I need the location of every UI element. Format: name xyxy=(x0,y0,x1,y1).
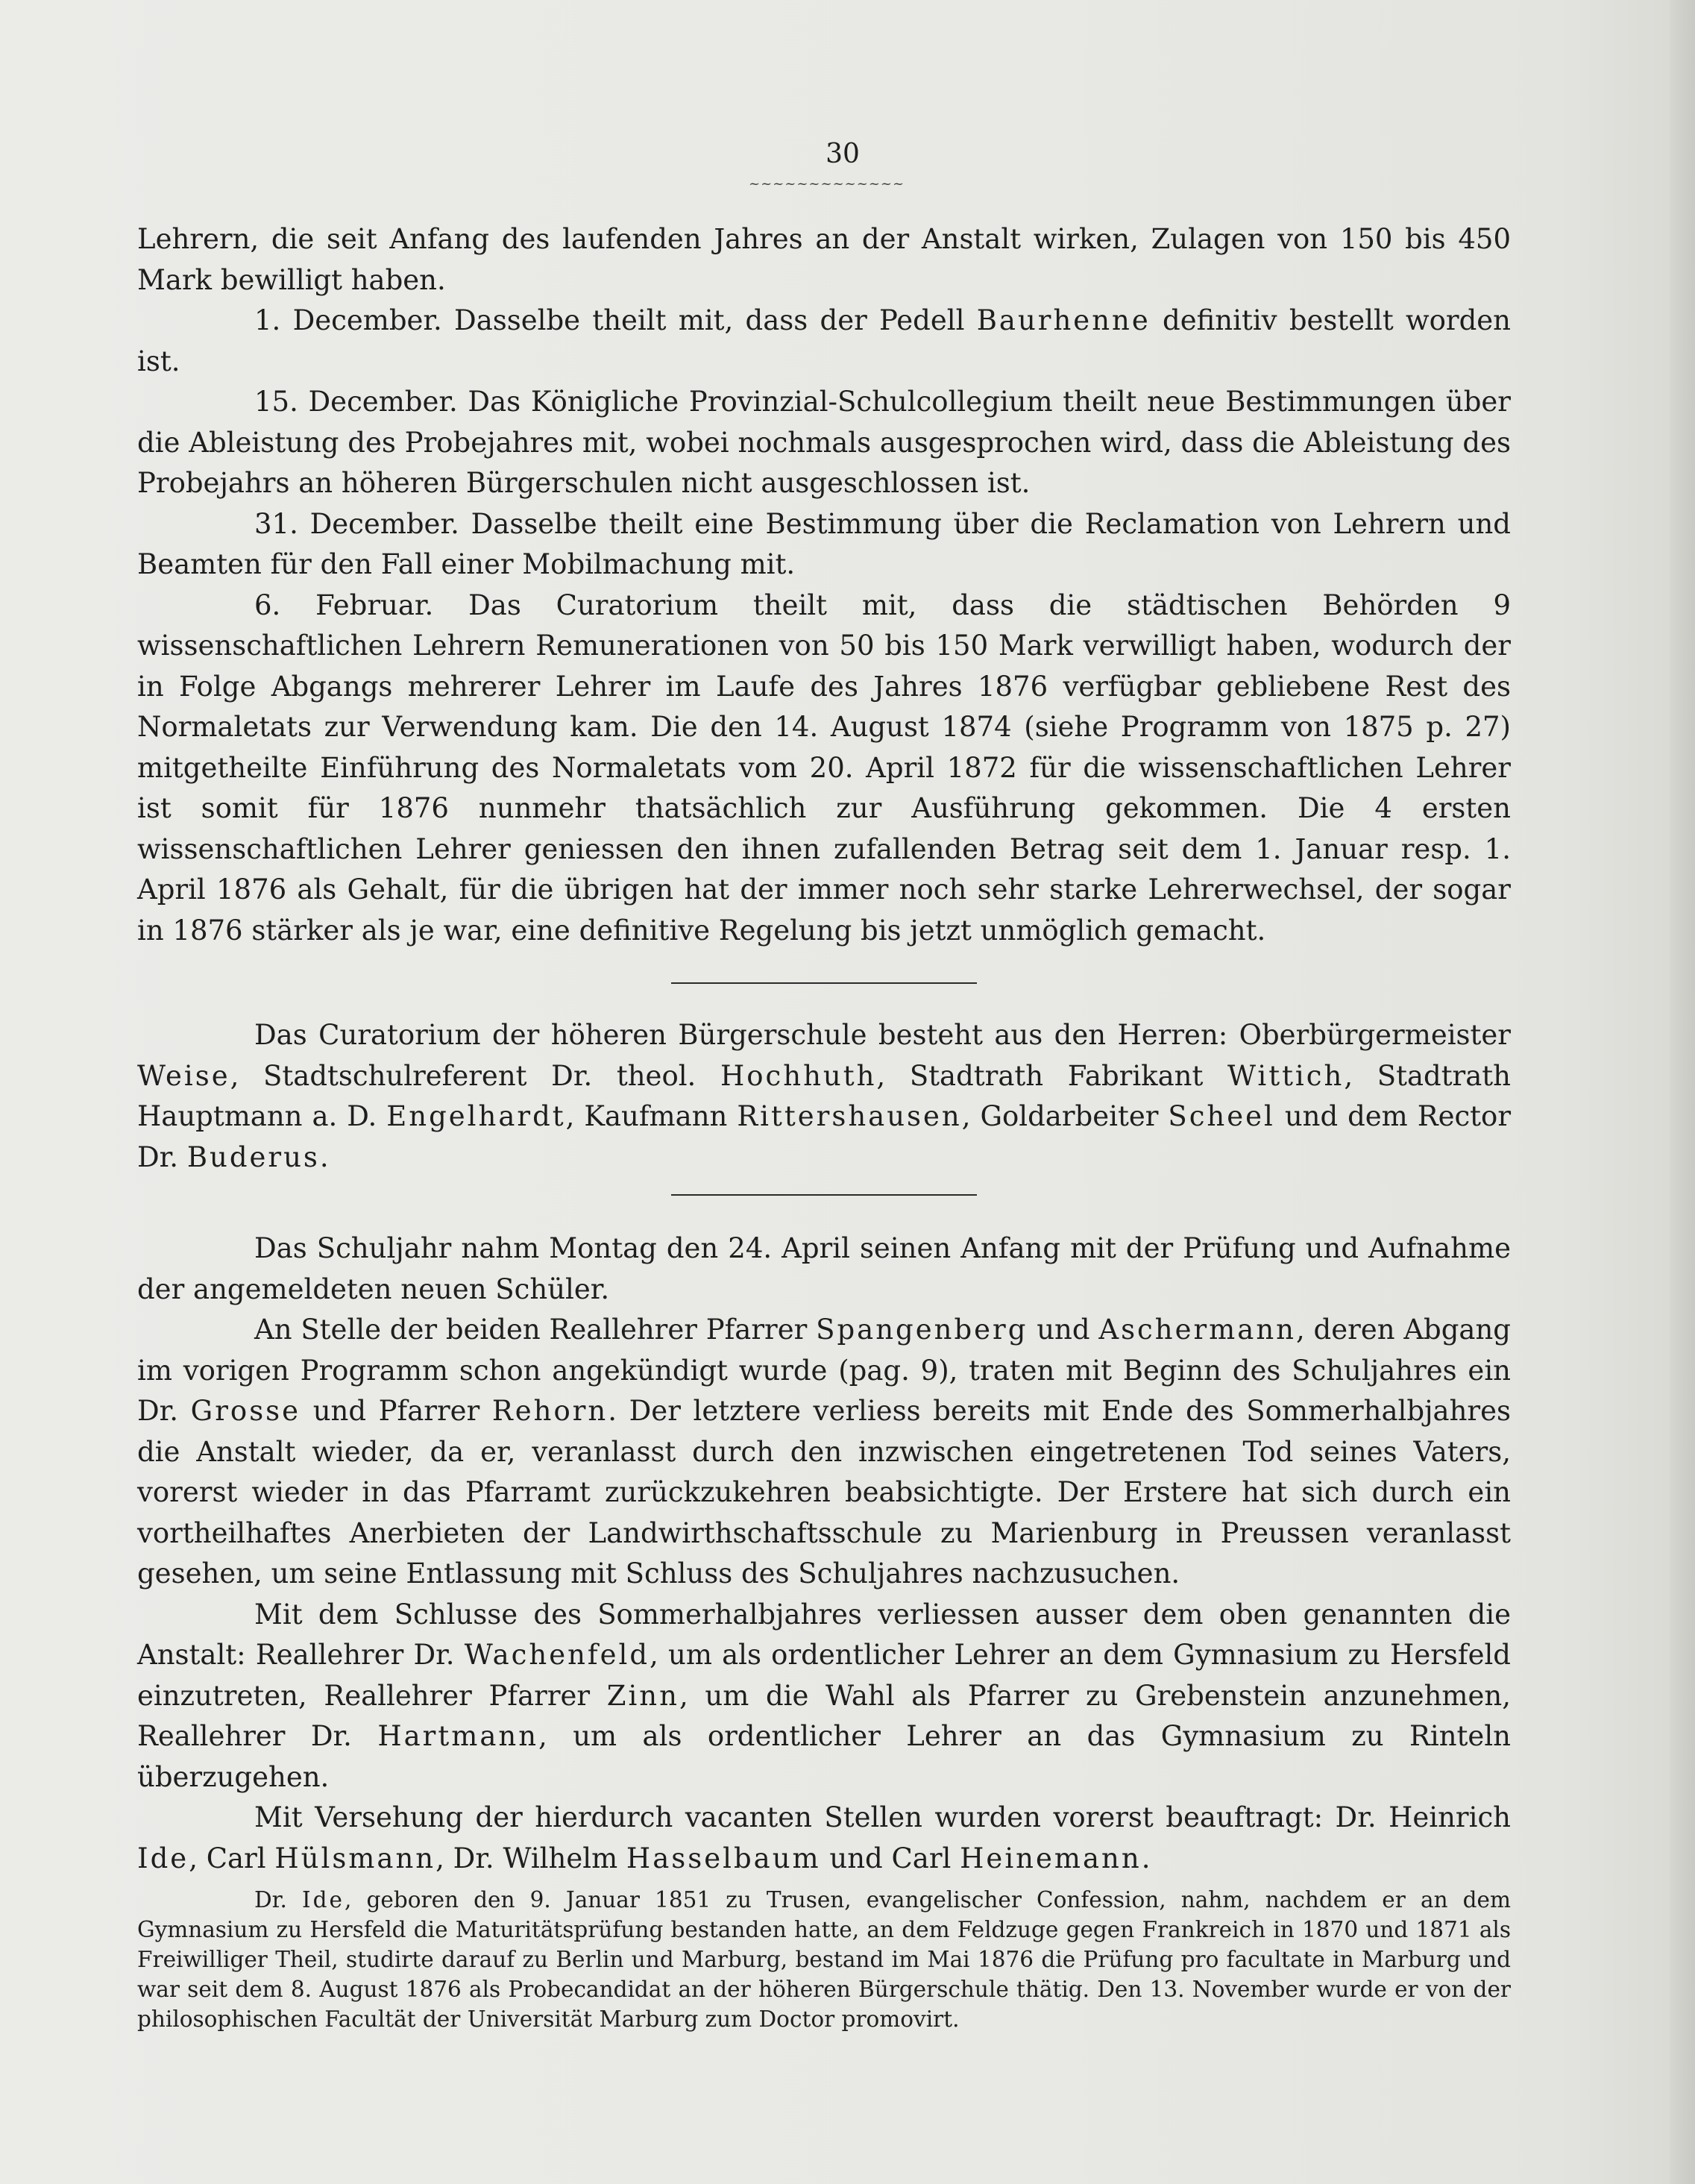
page-number: 30 xyxy=(826,139,860,169)
footnote-ide xyxy=(137,1885,1511,2034)
text-segment: und Pfarrer xyxy=(301,1395,492,1427)
text-segment: , um als ordentlicher Lehrer an das Gymnasium zu Rinteln überzugehen. xyxy=(137,1720,1511,1793)
text-segment: Dr. xyxy=(254,1887,303,1912)
person-name: Rehorn xyxy=(491,1395,608,1427)
person-name: Hülsmann xyxy=(274,1842,436,1874)
text-segment: , Kaufmann xyxy=(565,1100,738,1132)
person-name: Hasselbaum xyxy=(626,1842,821,1874)
text-segment: An Stelle der beiden Reallehrer Pfarrer xyxy=(254,1314,817,1346)
person-name: Hartmann xyxy=(377,1720,539,1752)
page-number-ornament: ~~~~~~~~~~~~~ xyxy=(749,176,905,192)
person-name: Heinemann xyxy=(960,1842,1142,1874)
text-segment: , Stadtrath Hauptmann a. D. xyxy=(137,1059,1512,1132)
paragraph-versehung xyxy=(137,1798,1511,1879)
section-divider xyxy=(671,982,977,984)
paragraph-curatorium xyxy=(137,1015,1511,1178)
section-divider xyxy=(671,1194,977,1196)
text-segment: Das Curatorium der höheren Bürgerschule besteht aus den Herren: Oberbürgermeister xyxy=(254,1019,1511,1051)
text-segment: , Stadtrath Fabrikant xyxy=(876,1059,1227,1092)
person-name: Buderus xyxy=(186,1140,320,1173)
text-segment: , um die Wahl als Pfarrer zu Grebenstein anzunehmen, Reallehrer Dr. xyxy=(137,1679,1511,1752)
text-segment: , Stadtschulreferent Dr. theol. xyxy=(230,1059,720,1092)
person-name: Hochhuth xyxy=(720,1059,877,1092)
paragraph-sommerhalbjahr xyxy=(137,1595,1511,1798)
text-segment: , um als ordentlicher Lehrer an dem Gymnasium zu Hersfeld einzutreten, Reallehrer Pfarrer xyxy=(137,1639,1511,1712)
text-segment: und dem Rector Dr. xyxy=(137,1100,1512,1173)
paragraph-december-31: 31. December. Dasselbe theilt eine Bestimmung über die Reclamation von Lehrern und Beamten für den Fall einer Mobilmachung mit. xyxy=(137,507,1511,580)
person-name: Grosse xyxy=(190,1395,301,1427)
text-segment: . xyxy=(319,1140,329,1173)
person-name: Wachenfeld xyxy=(464,1639,650,1671)
person-name: Ide xyxy=(137,1842,189,1874)
person-name: Spangenberg xyxy=(816,1314,1028,1346)
person-name: Aschermann xyxy=(1098,1314,1296,1346)
text-segment: , geboren den 9. Januar 1851 zu Trusen, evangelischer Confession, nahm, nachdem er an dem Gymnasium zu Hersfeld die Maturitätsprüfung bestanden hatte, an dem Feldzuge gegen Frankreich in 1870 und 1871 als Freiwilliger Theil, studirte darauf zu Berlin und Marburg, bestand im Mai 1876 die Prüfung pro facultate in Marburg und war seit dem 8. August 1876 als Probecandidat an der höheren Bürgerschule thätig. Den 13. November wurde er von der philosophischen Facultät der Universität Marburg zum Doctor promovirt. xyxy=(137,1887,1511,2032)
paragraph-december-15: 15. December. Das Königliche Provinzial-Schulcollegium theilt neue Bestimmungen über die Ableistung des Probejahres mit, wobei nochmals ausgesprochen wird, dass die Ableistung des Probejahrs an höheren Bürgerschulen nicht ausgeschlossen ist. xyxy=(137,386,1511,499)
person-name: Baurhenne xyxy=(976,304,1151,336)
paragraph-februar-6: 6. Februar. Das Curatorium theilt mit, dass die städtischen Behörden 9 wissenschaftlichen Lehrern Remunerationen von 50 bis 150 Mark verwilligt haben, wodurch der in Folge Abgangs mehrerer Lehrer im Laufe des Jahres 1876 verfügbar gebliebene Rest des Normaletats zur Verwendung kam. Die den 14. August 1874 (siehe Programm von 1875 p. 27) mitgetheilte Einführung des Normaletats vom 20. April 1872 für die wissenschaftlichen Lehrer ist somit für 1876 nunmehr thatsächlich zur Ausführung gekommen. Die 4 ersten wissenschaftlichen Lehrer geniessen den ihnen zufallenden Betrag seit dem 1. Januar resp. 1. April 1876 als Gehalt, für die übrigen hat der immer noch sehr starke Lehrerwechsel, der sogar in 1876 stärker als je war, eine definitive Regelung bis jetzt unmöglich gemacht. xyxy=(137,589,1511,947)
text-segment: definitiv bestellt worden ist. xyxy=(137,304,1511,377)
person-name: Wittich xyxy=(1227,1059,1345,1092)
person-name: Ide xyxy=(302,1887,345,1912)
text-segment: Mit Versehung der hierdurch vacanten Stellen wurden vorerst beauftragt: Dr. Heinrich xyxy=(254,1801,1511,1833)
person-name: Zinn xyxy=(606,1679,679,1712)
text-segment: , Goldarbeiter xyxy=(961,1100,1169,1132)
paragraph-zulagen: Lehrern, die seit Anfang des laufenden Jahres an der Anstalt wirken, Zulagen von 150 bis 450 Mark bewilligt haben. xyxy=(137,223,1511,296)
text-segment: Mit dem Schlusse des Sommerhalbjahres verliessen ausser dem oben genannten die Anstalt: Reallehrer Dr. xyxy=(137,1598,1511,1671)
person-name: Scheel xyxy=(1168,1100,1275,1132)
paragraph-schuljahr: Das Schuljahr nahm Montag den 24. April seinen Anfang mit der Prüfung und Aufnahme der angemeldeten neuen Schüler. xyxy=(137,1232,1511,1305)
text-segment: , Carl xyxy=(189,1842,275,1874)
paragraph-december-1 xyxy=(137,301,1511,382)
text-segment: und Carl xyxy=(820,1842,960,1874)
text-segment: , Dr. Wilhelm xyxy=(435,1842,626,1874)
text-segment: . xyxy=(1141,1842,1151,1874)
text-segment: , deren Abgang im vorigen Programm schon angekündigt wurde (pag. 9), traten mit Beginn des Schuljahres ein Dr. xyxy=(137,1314,1511,1427)
text-segment: und xyxy=(1028,1314,1099,1346)
text-segment: 1. December. Dasselbe theilt mit, dass der Pedell xyxy=(254,304,977,336)
person-name: Engelhardt xyxy=(386,1100,566,1132)
text-segment: . Der letztere verliess bereits mit Ende des Sommerhalbjahres die Anstalt wieder, da er, veranlasst durch den inzwischen eingetretenen Tod seines Vaters, vorerst wieder in das Pfarramt zurückzukehren beabsichtigte. Der Erstere hat sich durch ein vortheilhaftes Anerbieten der Landwirthschaftsschule zu Marienburg in Preussen veranlasst gesehen, um seine Entlassung mit Schluss des Schuljahres nachzusuchen. xyxy=(137,1395,1512,1590)
page-edge-shadow xyxy=(1670,0,1695,2184)
paragraph-reallehrer xyxy=(137,1310,1511,1595)
person-name: Weise xyxy=(137,1059,230,1092)
person-name: Rittershausen xyxy=(737,1100,962,1132)
main-text xyxy=(137,219,1511,2034)
